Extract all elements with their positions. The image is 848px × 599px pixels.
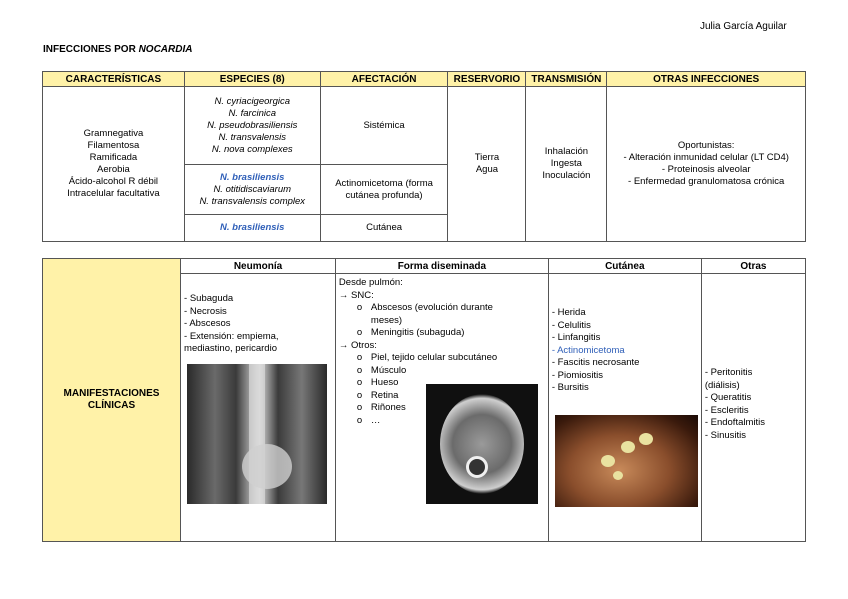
caracteristicas-cell: Gramnegativa Filamentosa Ramificada Aerobia Ácido-alcohol R débil Intracelular facultativa: [43, 87, 185, 242]
col-transmision: TRANSMISIÓN: [526, 72, 607, 87]
col-forma-diseminada: Forma diseminada: [335, 259, 548, 274]
col-caracteristicas: CARACTERÍSTICAS: [43, 72, 185, 87]
reservorio-cell: Tierra Agua: [448, 87, 526, 242]
cutanea-cell: - Herida - Celulitis - Linfangitis - Actinomicetoma - Fascitis necrosante - Piomiositis - Bursitis: [548, 274, 701, 542]
especies-actinomicetoma-cell: N. brasiliensis N. otitidiscaviarum N. transvalensis complex: [184, 165, 320, 215]
col-especies: ESPECIES (8): [184, 72, 320, 87]
chest-xray-image: [187, 364, 327, 504]
otras-cell: - Peritonitis (diálisis) - Queratitis - Escleritis - Endoftalmitis - Sinusitis: [701, 274, 805, 542]
col-cutanea: Cutánea: [548, 259, 701, 274]
cutaneous-lesion-image: [555, 415, 698, 507]
summary-header-row: [43, 72, 806, 87]
highlight-species: N. brasiliensis: [220, 222, 285, 233]
col-afectacion: AFECTACIÓN: [320, 72, 448, 87]
author-name: Julia García Aguilar: [700, 21, 787, 32]
summary-table: [42, 71, 806, 242]
neumonia-cell: - Subaguda - Necrosis - Abscesos - Extensión: empiema, mediastino, pericardio: [181, 274, 336, 542]
forma-diseminada-cell: Desde pulmón: → SNC: o Abscesos (evolución durante meses) o Meningitis (subaguda) → Otros: o Piel, tejido celular subcutáneo o Músculo o Hueso o Retina o Riñones o …: [335, 274, 548, 542]
col-neumonia: Neumonía: [181, 259, 336, 274]
afectacion-actinomicetoma: Actinomicetoma (forma cutánea profunda): [320, 165, 448, 215]
highlight-species: N. brasiliensis: [220, 171, 285, 183]
brain-mri-image: [426, 384, 538, 504]
col-otras: Otras: [701, 259, 805, 274]
especies-systemic-cell: N. cyriacigeorgica N. farcinica N. pseudobrasiliensis N. transvalensis N. nova complexes: [184, 87, 320, 165]
col-reservorio: RESERVORIO: [448, 72, 526, 87]
manifestations-table: [42, 258, 806, 542]
transmision-cell: Inhalación Ingesta Inoculación: [526, 87, 607, 242]
manifestaciones-label: MANIFESTACIONES CLÍNICAS: [43, 259, 181, 542]
afectacion-cutanea: Cutánea: [320, 215, 448, 242]
manifestations-header-row: [43, 259, 806, 274]
especies-cutanea-cell: [184, 215, 320, 242]
afectacion-sistemica: Sistémica: [320, 87, 448, 165]
col-otras-infecciones: OTRAS INFECCIONES: [607, 72, 806, 87]
otras-infecciones-cell: Oportunistas: - Alteración inmunidad celular (LT CD4) - Proteinosis alveolar - Enfermedad granulomatosa crónica: [607, 87, 806, 242]
page-title: INFECCIONES POR NOCARDIA: [43, 44, 193, 55]
